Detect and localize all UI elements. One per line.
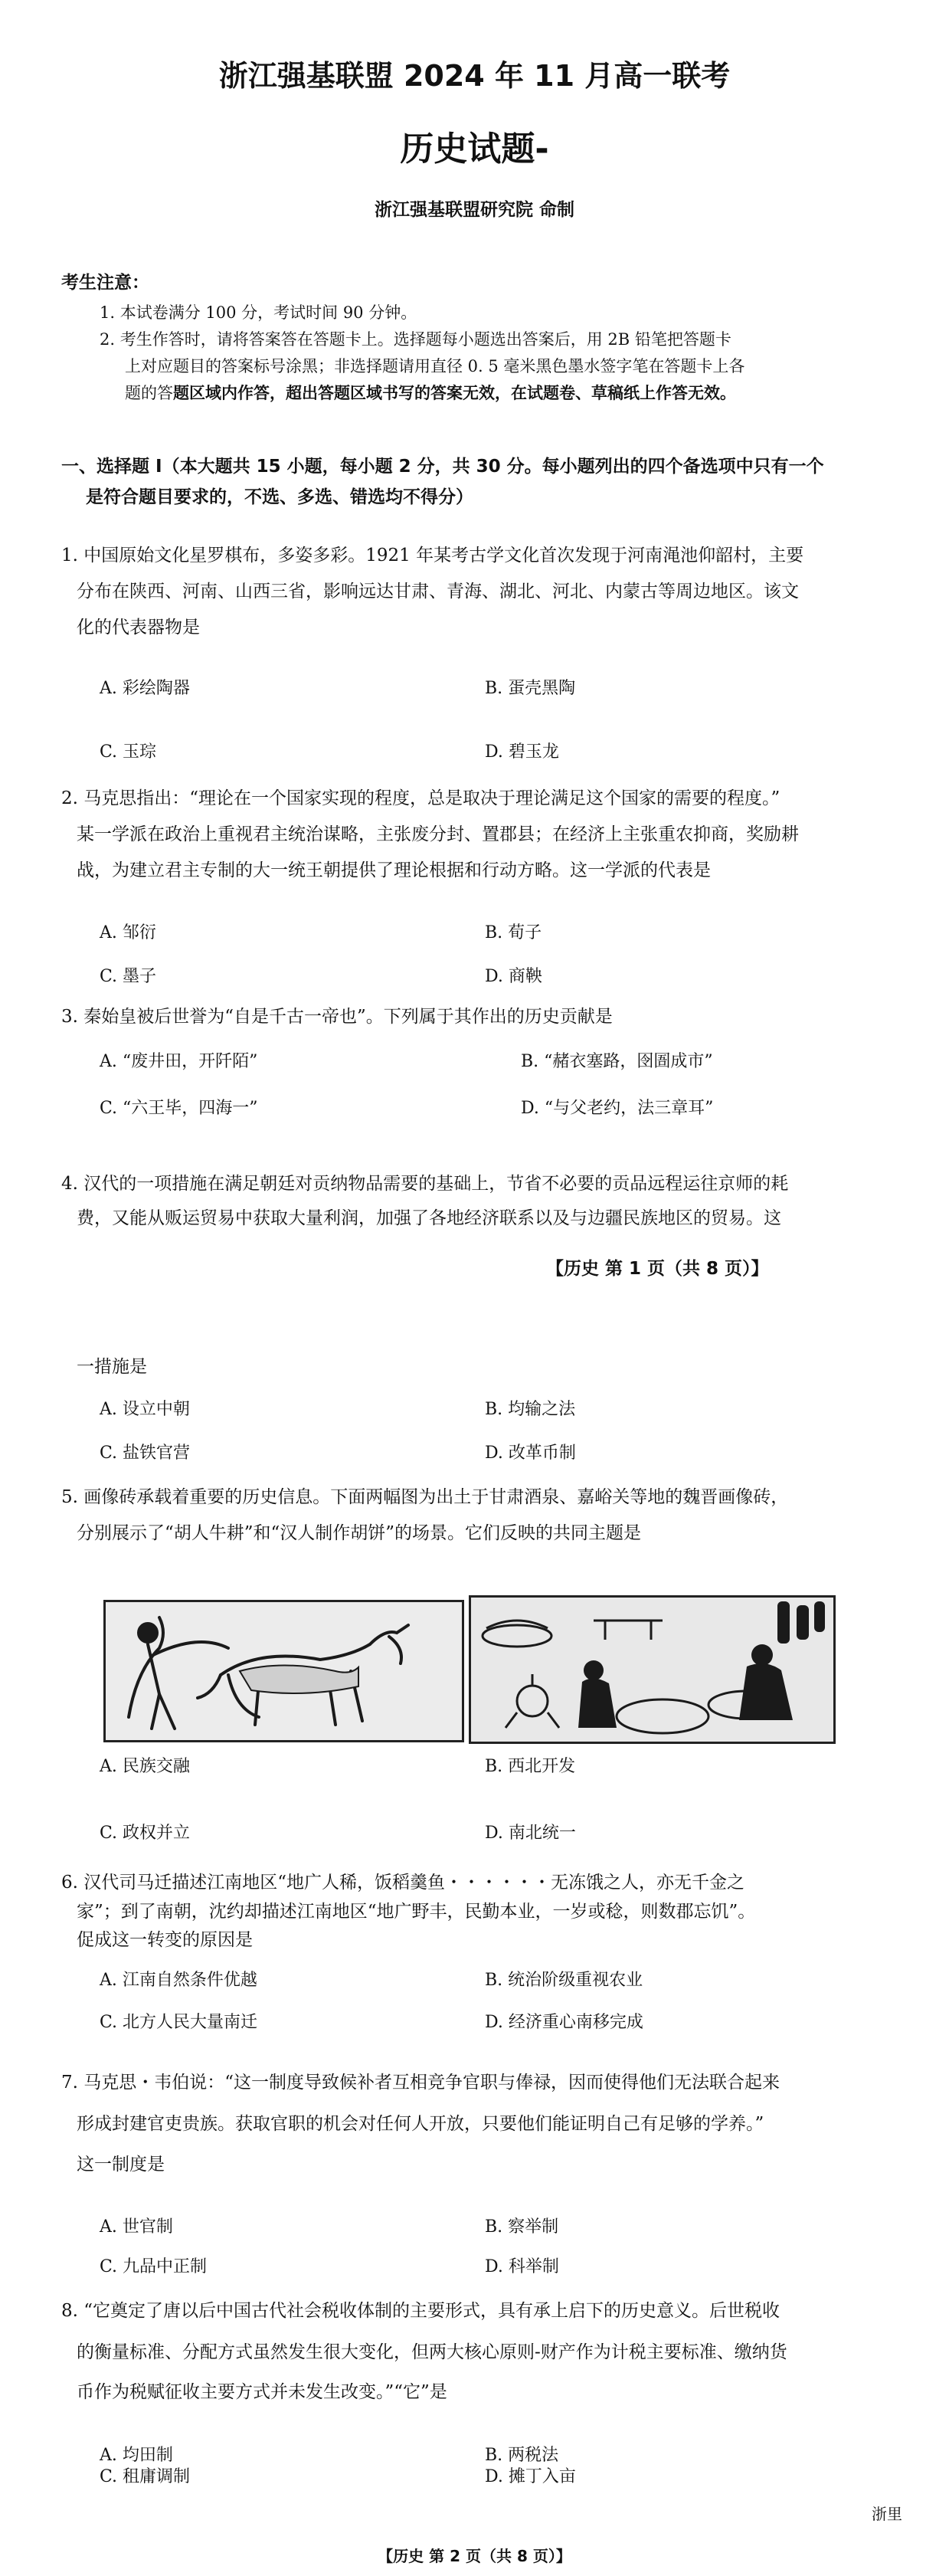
- page-1-footer: 【历史 第 1 页（共 8 页）】: [546, 1259, 769, 1279]
- q4-line-2: 费，又能从贩运贸易中获取大量利润，加强了各地经济联系以及与边疆民族地区的贸易。这: [77, 1208, 781, 1228]
- q3-option-d[interactable]: D. “与父老约，法三章耳”: [521, 1099, 714, 1118]
- q6-line-2: 家”；到了南朝，沈约却描述江南地区“地广野丰，民勤本业，一岁或稔，则数郡忘饥”。: [77, 1902, 756, 1922]
- q5-line-2: 分别展示了“胡人牛耕”和“汉人制作胡饼”的场景。它们反映的共同主题是: [77, 1523, 642, 1543]
- notice-item-2-line-2: 上对应题目的答案标号涂黑；非选择题请用直径 0. 5 毫米黑色墨水签字笔在答题卡上各: [125, 357, 745, 375]
- q6-option-b[interactable]: B. 统治阶级重视农业: [485, 1971, 643, 1990]
- q4-option-d[interactable]: D. 改革币制: [485, 1444, 576, 1463]
- q2-line-2: 某一学派在政治上重视君主统治谋略，主张废分封、置郡县；在经济上主张重农抑商，奖励耕: [77, 824, 799, 844]
- q2-option-d[interactable]: D. 商鞅: [485, 967, 542, 986]
- q5-option-a[interactable]: A. 民族交融: [100, 1757, 190, 1776]
- q6-line-1: 6. 汉代司马迁描述江南地区“地广人稀，饭稻羹鱼・・・・・・无冻饿之人，亦无千金之: [61, 1873, 745, 1893]
- q7-option-d[interactable]: D. 科举制: [485, 2257, 559, 2276]
- q7-line-1: 7. 马克思・韦伯说：“这一制度导致候补者互相竞争官职与俸禄，因而使得他们无法联合起来: [61, 2073, 780, 2093]
- q4-option-b[interactable]: B. 均输之法: [485, 1400, 576, 1419]
- q4-line-3: 一措施是: [77, 1357, 147, 1377]
- q5-option-d[interactable]: D. 南北统一: [485, 1824, 576, 1843]
- q2-option-c[interactable]: C. 墨子: [100, 967, 157, 986]
- q2-line-1: 2. 马克思指出：“理论在一个国家实现的程度，总是取决于理论满足这个国家的需要的程度。”: [61, 788, 780, 808]
- q4-line-1: 4. 汉代的一项措施在满足朝廷对贡纳物品需要的基础上，节省不必要的贡品远程运往京师的耗: [61, 1174, 789, 1194]
- q1-line-1: 1. 中国原始文化星罗棋布，多姿多彩。1921 年某考古学文化首次发现于河南渑池仰韶村，主要: [61, 546, 804, 565]
- side-mark: 浙里: [872, 2505, 902, 2523]
- notice-item-2-line-3-bold: 题区域内作答，超出答题区域书写的答案无效，在试题卷、草稿纸上作答无效。: [173, 384, 736, 402]
- brick-image-ox-plowing: [103, 1600, 464, 1742]
- section-1-line-2: 是符合题目要求的，不选、多选、错选均不得分）: [86, 487, 473, 507]
- q6-option-a[interactable]: A. 江南自然条件优越: [100, 1971, 257, 1990]
- q6-option-c[interactable]: C. 北方人民大量南迁: [100, 2013, 258, 2032]
- q6-line-3: 促成这一转变的原因是: [77, 1930, 253, 1950]
- q1-option-a[interactable]: A. 彩绘陶器: [100, 679, 190, 698]
- q4-option-c[interactable]: C. 盐铁官营: [100, 1444, 191, 1463]
- q1-line-3: 化的代表器物是: [77, 618, 200, 637]
- q3-option-a[interactable]: A. “废井田，开阡陌”: [100, 1052, 258, 1071]
- q1-option-d[interactable]: D. 碧玉龙: [485, 742, 559, 762]
- q7-line-2: 形成封建官吏贵族。获取官职的机会对任何人开放，只要他们能证明自己有足够的学养。”: [77, 2114, 764, 2134]
- q7-option-a[interactable]: A. 世官制: [100, 2217, 173, 2237]
- q3-line-1: 3. 秦始皇被后世誉为“自是千古一帝也”。下列属于其作出的历史贡献是: [61, 1007, 613, 1027]
- q8-option-d[interactable]: D. 摊丁入亩: [485, 2467, 576, 2486]
- q1-option-c[interactable]: C. 玉琮: [100, 742, 157, 762]
- notice-item-1: 1. 本试卷满分 100 分，考试时间 90 分钟。: [100, 303, 417, 322]
- notice-heading: 考生注意：: [61, 273, 149, 293]
- brick-image-hu-bread: [469, 1595, 836, 1744]
- q8-line-1: 8. “它奠定了唐以后中国古代社会税收体制的主要形式，具有承上启下的历史意义。后世税收: [61, 2301, 780, 2321]
- author-line: 浙江强基联盟研究院 命制: [374, 200, 574, 220]
- q6-option-d[interactable]: D. 经济重心南移完成: [485, 2013, 643, 2032]
- q5-line-1: 5. 画像砖承载着重要的历史信息。下面两幅图为出土于甘肃酒泉、嘉峪关等地的魏晋画像砖，: [61, 1487, 789, 1507]
- q8-line-3: 币作为税赋征收主要方式并未发生改变。”“它”是: [77, 2382, 447, 2402]
- q8-option-b[interactable]: B. 两税法: [485, 2446, 559, 2465]
- q8-option-c[interactable]: C. 租庸调制: [100, 2467, 191, 2486]
- exam-title: 浙江强基联盟 2024 年 11 月高一联考: [218, 59, 731, 93]
- q2-line-3: 战，为建立君主专制的大一统王朝提供了理论根据和行动方略。这一学派的代表是: [77, 860, 711, 880]
- q8-line-2: 的衡量标准、分配方式虽然发生很大变化，但两大核心原则-财产作为计税主要标准、缴纳货: [77, 2342, 787, 2362]
- notice-item-2-line-3: [125, 381, 736, 404]
- q3-option-b[interactable]: B. “赭衣塞路，囹圄成市”: [521, 1052, 713, 1071]
- q2-option-a[interactable]: A. 邹衍: [100, 923, 156, 942]
- q1-option-b[interactable]: B. 蛋壳黑陶: [485, 679, 576, 698]
- q5-option-c[interactable]: C. 政权并立: [100, 1824, 191, 1843]
- section-1-line-1: 一、选择题 I（本大题共 15 小题，每小题 2 分，共 30 分。每小题列出的四个备选项中只有一个: [61, 457, 824, 477]
- q7-line-3: 这一制度是: [77, 2155, 165, 2175]
- q7-option-b[interactable]: B. 察举制: [485, 2217, 559, 2237]
- page-2-footer: 【历史 第 2 页（共 8 页）】: [378, 2547, 571, 2565]
- notice-item-2-line-1: 2. 考生作答时，请将答案答在答题卡上。选择题每小题选出答案后，用 2B 铅笔把答题卡: [100, 330, 731, 349]
- q5-option-b[interactable]: B. 西北开发: [485, 1757, 576, 1776]
- q2-option-b[interactable]: B. 荀子: [485, 923, 542, 942]
- notice-item-2-line-3-text: 题的答: [125, 384, 173, 402]
- hu-bread-drawing: [471, 1598, 833, 1742]
- q4-option-a[interactable]: A. 设立中朝: [100, 1400, 190, 1419]
- q7-option-c[interactable]: C. 九品中正制: [100, 2257, 208, 2276]
- q3-option-c[interactable]: C. “六王毕，四海一”: [100, 1099, 258, 1118]
- subject-title: 历史试题-: [400, 129, 549, 169]
- q8-option-a[interactable]: A. 均田制: [100, 2446, 173, 2465]
- ox-plowing-drawing: [106, 1602, 462, 1740]
- q1-line-2: 分布在陕西、河南、山西三省，影响远达甘肃、青海、湖北、河北、内蒙古等周边地区。该文: [77, 582, 799, 601]
